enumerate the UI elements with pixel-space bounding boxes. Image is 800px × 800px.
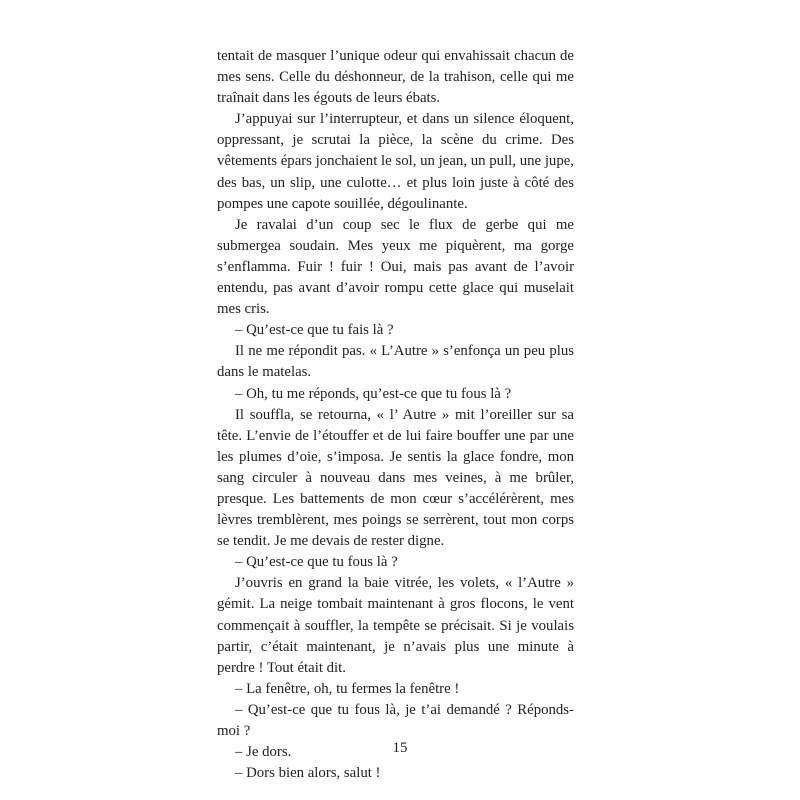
paragraph: J’ouvris en grand la baie vitrée, les volets, « l’Autre » gémit. La neige tombait maintenant à gros flocons, le vent commençait à souffler, la tempête se précisait. Si je voulais partir, c’était maintenant, je n’avais plus une minute à perdre ! Tout était dit. [217,575,574,676]
dialogue-line: – Qu’est-ce que tu fais là ? [235,322,394,339]
page-number: 15 [392,740,408,756]
paragraph: Il souffla, se retourna, « l’ Autre » mit l’oreiller sur sa tête. L’envie de l’étouffer et de lui faire bouffer une par une les plumes d’oie, s’imposa. Je sentis la glace fondre, mon sang circuler à nouveau dans mes veines, à me brûler, presque. Les battements de mon cœur s’accélérèrent, mes lèvres tremblèrent, mes poings se serrèrent, tout mon corps se tendit. Je me devais de rester digne. [217,406,574,550]
dialogue-line: – Qu’est-ce que tu fous là, je t’ai demandé ? Réponds-moi ? [217,701,574,739]
paragraph: tentait de masquer l’unique odeur qui envahissait chacun de mes sens. Celle du déshonneur, de la trahison, celle qui me traînait dans les égouts de leurs ébats. [217,48,574,107]
dialogue-line: – La fenêtre, oh, tu fermes la fenêtre ! [235,680,460,697]
paragraph: J’appuyai sur l’interrupteur, et dans un silence éloquent, oppressant, je scrutai la pièce, la scène du crime. Des vêtements épars jonchaient le sol, un jean, un pull, une jupe, des bas, un slip, une culotte… et plus loin juste à côté des pompes une capote souillée, dégoulinante. [217,111,574,212]
paragraph: Je ravalai d’un coup sec le flux de gerbe qui me submergea soudain. Mes yeux me piquèrent, ma gorge s’enflamma. Fuir ! fuir ! Oui, mais pas avant de l’avoir entendu, pas avant d’avoir rompu cette glace qui muselait mes cris. [217,216,574,318]
paragraph: Il ne me répondit pas. « L’Autre » s’enfonça un peu plus dans le matelas. [217,343,574,381]
dialogue-line: – Je dors. [235,744,292,761]
dialogue-line: – Dors bien alors, salut ! [235,765,381,782]
dialogue-line: – Qu’est-ce que tu fous là ? [235,554,398,571]
body-text [217,46,574,784]
dialogue-line: – Oh, tu me réponds, qu’est-ce que tu fous là ? [235,385,512,402]
